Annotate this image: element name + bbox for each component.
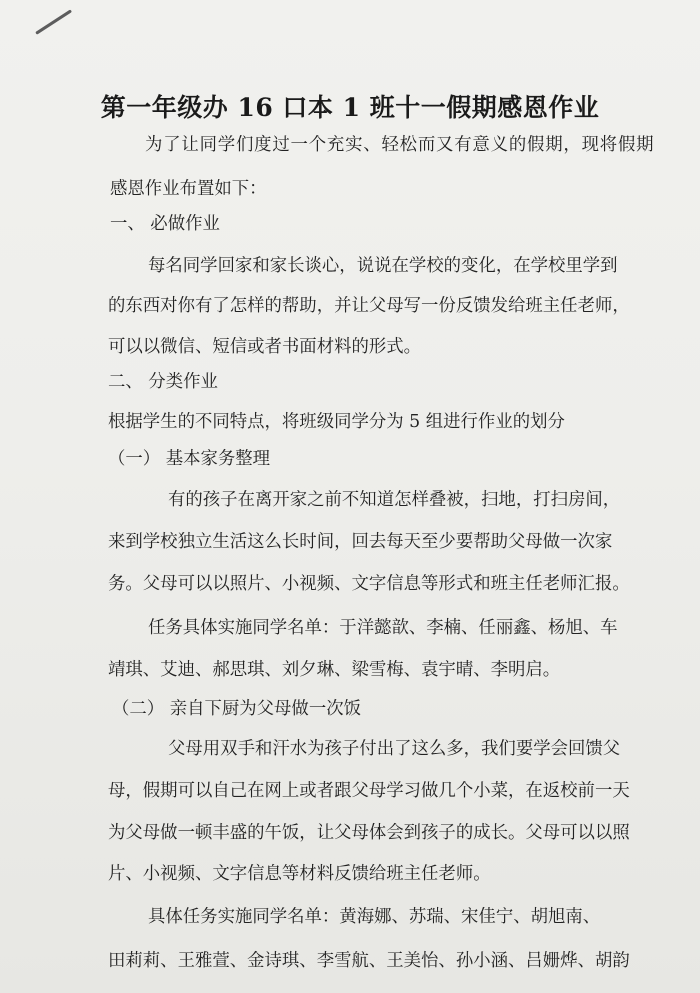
paragraph-line: 来到学校独立生活这么长时间，回去每天至少要帮助父母做一次家 [108, 532, 613, 552]
section-one-heading: 一、 必做作业 [110, 214, 220, 234]
paragraph-line: 具体任务实施同学名单：黄海娜、苏瑞、宋佳宁、胡旭南、 [148, 907, 601, 927]
paragraph-line: 每名同学回家和家长谈心，说说在学校的变化，在学校里学到 [148, 256, 618, 276]
paragraph-line: 的东西对你有了怎样的帮助，并让父母写一份反馈发给班主任老师， [108, 296, 630, 316]
paragraph-line: 靖琪、艾迪、郝思琪、刘夕琳、梁雪梅、袁宇晴、李明启。 [108, 660, 561, 680]
staple-mark [35, 9, 72, 34]
intro-line-1: 为了让同学们度过一个充实、轻松而又有意义的假期，现将假期 [145, 135, 655, 155]
intro-line-2: 感恩作业布置如下： [110, 179, 267, 199]
document-title: 第一年级办 16 口本 1 班十一假期感恩作业 [100, 93, 600, 122]
paragraph-line: 母，假期可以自己在网上或者跟父母学习做几个小菜，在返校前一天 [108, 781, 630, 801]
paragraph-line: 根据学生的不同特点，将班级同学分为 5 组进行作业的划分 [108, 412, 565, 432]
paragraph-line: 务。父母可以以照片、小视频、文字信息等形式和班主任老师汇报。 [108, 574, 630, 594]
subsection-one-heading: （一） 基本家务整理 [108, 449, 271, 469]
paragraph-line: 任务具体实施同学名单：于洋懿歆、李楠、任丽鑫、杨旭、车 [148, 618, 618, 638]
paragraph-line: 为父母做一顿丰盛的午饭，让父母体会到孩子的成长。父母可以以照 [108, 823, 630, 843]
paragraph-line: 有的孩子在离开家之前不知道怎样叠被，扫地，打扫房间， [168, 490, 621, 510]
paragraph-line: 父母用双手和汗水为孩子付出了这么多，我们要学会回馈父 [168, 739, 621, 759]
paragraph-line: 可以以微信、短信或者书面材料的形式。 [108, 337, 422, 357]
subsection-two-heading: （二） 亲自下厨为父母做一次饭 [112, 699, 361, 719]
paragraph-line: 田莉莉、王雅萱、金诗琪、李雪航、王美怡、孙小涵、吕姗烨、胡韵 [108, 951, 630, 971]
section-two-heading: 二、 分类作业 [108, 372, 218, 392]
paragraph-line: 片、小视频、文字信息等材料反馈给班主任老师。 [108, 864, 491, 884]
